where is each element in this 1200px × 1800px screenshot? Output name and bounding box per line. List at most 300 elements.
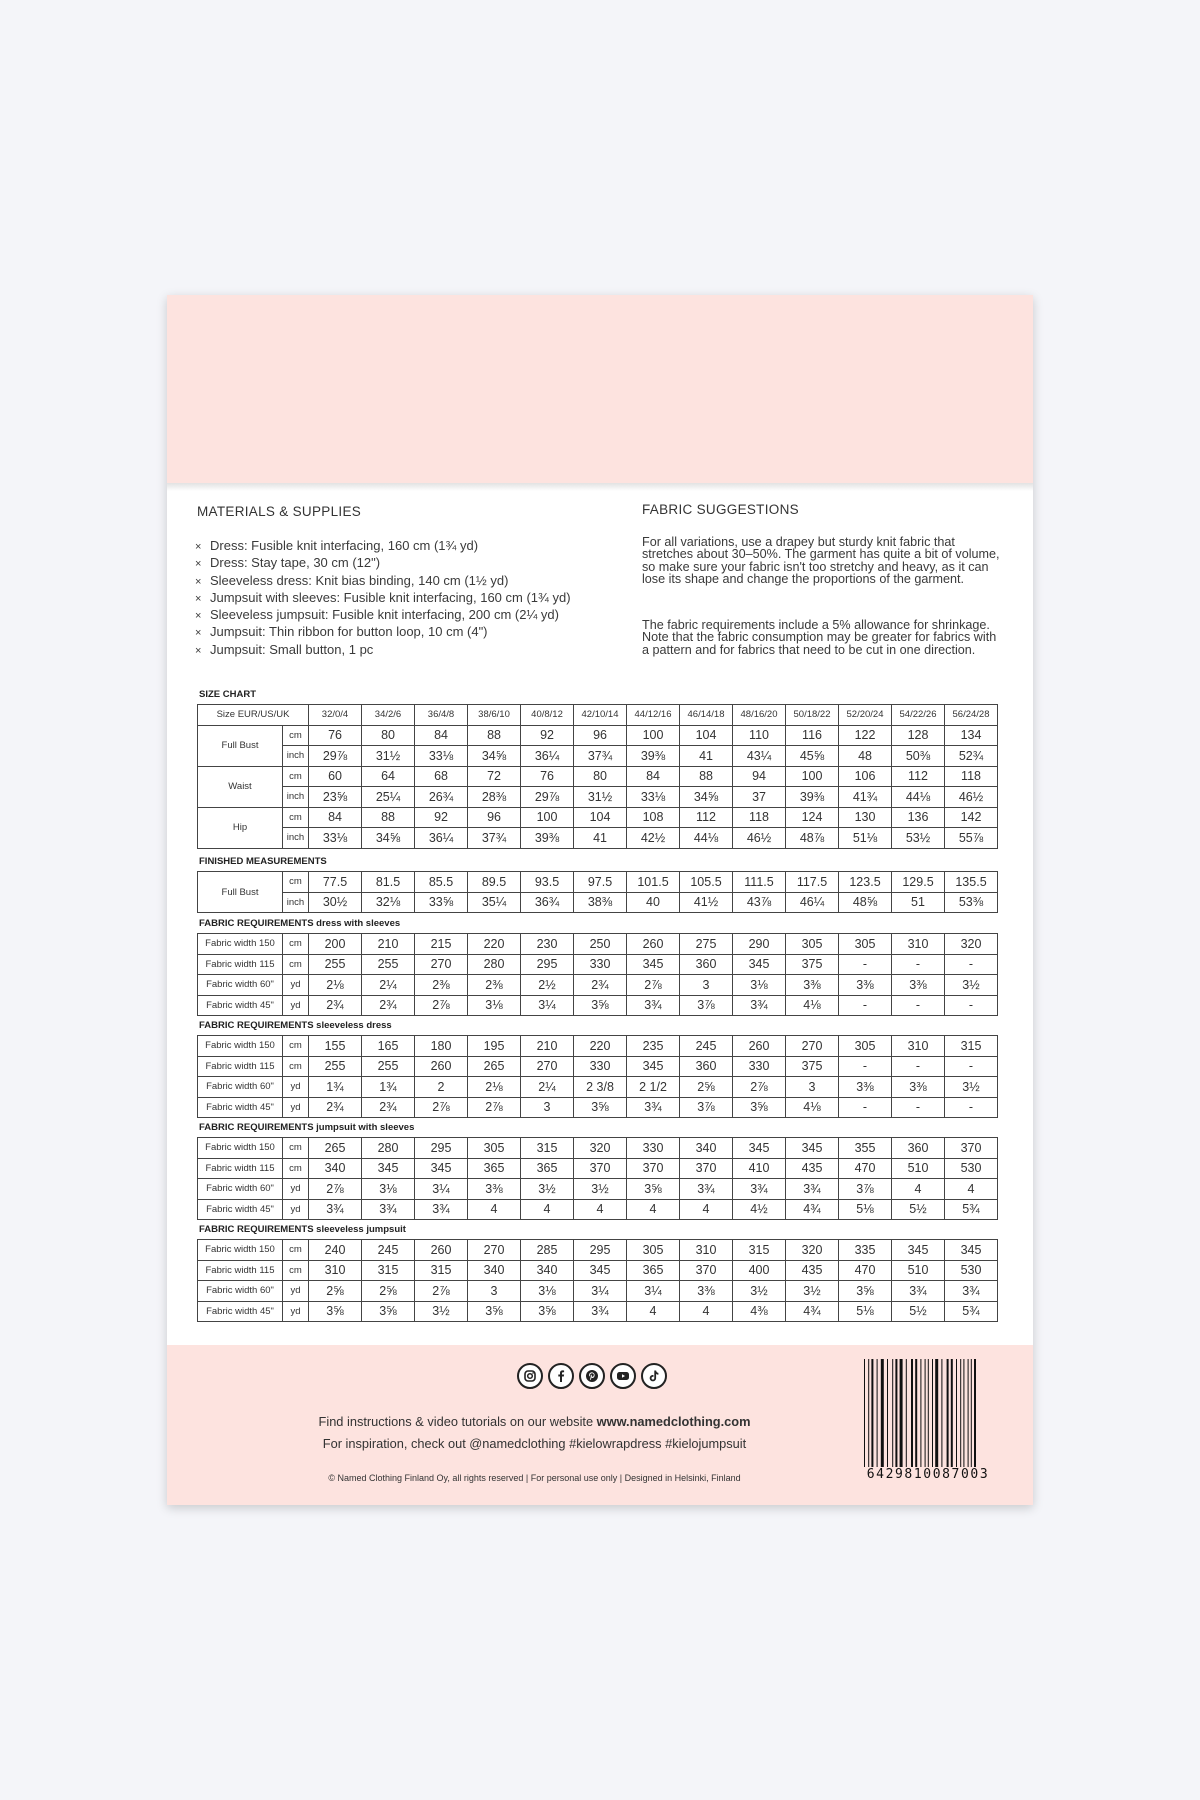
value-cell: 5⅛ [839,1301,892,1322]
fabric-width-label: Fabric width 150 [198,934,283,955]
band-shadow [167,483,1033,491]
value-cell: 68 [415,766,468,787]
size-header-cell: 52/20/24 [839,705,892,726]
youtube-icon[interactable] [610,1363,636,1389]
value-cell: 94 [733,766,786,787]
table-row [198,1097,998,1118]
value-cell: 104 [574,807,627,828]
size-header-cell: 48/16/20 [733,705,786,726]
fabric-width-label: Fabric width 150 [198,1240,283,1261]
unit-cell: inch [283,828,309,849]
value-cell: 1¾ [309,1077,362,1098]
size-label: Size EUR/US/UK [198,705,309,726]
value-cell: 320 [945,934,998,955]
value-cell: 330 [574,954,627,975]
value-cell: 101.5 [627,872,680,893]
fabric-width-label: Fabric width 45" [198,1199,283,1220]
value-cell: 39⅜ [627,746,680,767]
value-cell: 72 [468,766,521,787]
value-cell: 345 [733,954,786,975]
value-cell: 3⅛ [362,1179,415,1200]
materials-item-text: Jumpsuit: Small button, 1 pc [210,641,374,657]
unit-cell: cm [283,1036,309,1057]
value-cell: - [839,995,892,1016]
barcode-bar [956,1359,957,1467]
bullet-x-icon: × [195,592,202,605]
value-cell: 48 [839,746,892,767]
value-cell: 2⅜ [415,975,468,996]
table-row [198,1240,998,1261]
value-cell: 360 [892,1138,945,1159]
value-cell: 3⅜ [468,1179,521,1200]
value-cell: 3¼ [627,1281,680,1302]
value-cell: 510 [892,1260,945,1281]
value-cell: 3⅝ [574,1097,627,1118]
value-cell: 310 [892,934,945,955]
value-cell: 88 [680,766,733,787]
table-row [198,1077,998,1098]
value-cell: - [945,1056,998,1077]
value-cell: 4 [627,1301,680,1322]
barcode-bar [887,1359,888,1467]
value-cell: - [892,1056,945,1077]
materials-item [195,555,571,572]
materials-item [195,607,571,624]
value-cell: 345 [574,1260,627,1281]
unit-cell: yd [283,1077,309,1098]
value-cell: 3⅛ [521,1281,574,1302]
table-row [198,746,998,767]
materials-list [195,538,571,659]
value-cell: 265 [309,1138,362,1159]
value-cell: 245 [680,1036,733,1057]
barcode-bar [881,1359,884,1467]
value-cell: 3¾ [733,1179,786,1200]
value-cell: 295 [415,1138,468,1159]
value-cell: 315 [945,1036,998,1057]
barcode-bar [900,1359,903,1467]
table-row [198,1301,998,1322]
value-cell: - [839,954,892,975]
value-cell: 220 [468,934,521,955]
value-cell: 117.5 [786,872,839,893]
value-cell: 33⅛ [627,787,680,808]
value-cell: - [892,1097,945,1118]
value-cell: - [892,995,945,1016]
materials-item [195,624,571,641]
materials-item-text: Dress: Stay tape, 30 cm (12") [210,555,381,571]
barcode-bar [895,1359,897,1467]
value-cell: 260 [733,1036,786,1057]
value-cell: 345 [892,1240,945,1261]
value-cell: 39⅜ [521,828,574,849]
value-cell: 96 [468,807,521,828]
size-header-cell: 38/6/10 [468,705,521,726]
value-cell: 2⅞ [309,1179,362,1200]
table-row [198,766,998,787]
value-cell: 3⅝ [733,1097,786,1118]
bullet-x-icon: × [195,541,202,553]
unit-cell: cm [283,766,309,787]
value-cell: 2¼ [521,1077,574,1098]
value-cell: 33⅝ [415,892,468,913]
value-cell: 360 [680,1056,733,1077]
social-icons [517,1363,667,1389]
value-cell: 1¾ [362,1077,415,1098]
value-cell: 2 1/2 [627,1077,680,1098]
value-cell: 280 [362,1138,415,1159]
size-header-cell: 40/8/12 [521,705,574,726]
value-cell: 122 [839,725,892,746]
value-cell: 4⅛ [786,1097,839,1118]
value-cell: 435 [786,1260,839,1281]
value-cell: 130 [839,807,892,828]
value-cell: 375 [786,1056,839,1077]
barcode-bar [974,1359,976,1467]
value-cell: 3⅜ [839,975,892,996]
value-cell: 260 [415,1056,468,1077]
table-row [198,807,998,828]
value-cell: 4⅜ [733,1301,786,1322]
value-cell: 310 [680,1240,733,1261]
value-cell: 305 [627,1240,680,1261]
value-cell: 25¼ [362,787,415,808]
value-cell: 3⅝ [627,1179,680,1200]
value-cell: 260 [627,934,680,955]
value-cell: 315 [521,1138,574,1159]
fabric-requirements-title: FABRIC REQUIREMENTS sleeveless jumpsuit [199,1224,406,1235]
size-header-cell: 42/10/14 [574,705,627,726]
value-cell: - [839,1056,892,1077]
value-cell: 3½ [521,1179,574,1200]
value-cell: 3¾ [627,1097,680,1118]
value-cell: 2⅝ [680,1077,733,1098]
value-cell: 48⅝ [839,892,892,913]
table-row [198,1260,998,1281]
bullet-x-icon: × [195,558,202,571]
value-cell: 36¼ [521,746,574,767]
value-cell: 3¼ [415,1179,468,1200]
value-cell: 2¾ [362,995,415,1016]
value-cell: 330 [574,1056,627,1077]
value-cell: 41¾ [839,787,892,808]
value-cell: 46½ [733,828,786,849]
unit-cell: inch [283,892,309,913]
unit-cell: inch [283,746,309,767]
fabric-suggestions-heading: FABRIC SUGGESTIONS [642,502,799,517]
table-row [198,872,998,893]
value-cell: 340 [309,1158,362,1179]
value-cell: 320 [786,1240,839,1261]
unit-cell: cm [283,1158,309,1179]
value-cell: 165 [362,1036,415,1057]
value-cell: 295 [574,1240,627,1261]
value-cell: - [945,1097,998,1118]
value-cell: 3½ [945,975,998,996]
value-cell: 111.5 [733,872,786,893]
value-cell: 2¾ [309,995,362,1016]
value-cell: 345 [733,1138,786,1159]
materials-item [195,642,571,659]
value-cell: 250 [574,934,627,955]
value-cell: 365 [468,1158,521,1179]
value-cell: 4 [627,1199,680,1220]
value-cell: 3⅜ [892,1077,945,1098]
value-cell: 92 [521,725,574,746]
value-cell: 4¾ [786,1199,839,1220]
value-cell: 345 [362,1158,415,1179]
value-cell: 26¾ [415,787,468,808]
value-cell: 275 [680,934,733,955]
value-cell: 220 [574,1036,627,1057]
value-cell: 80 [362,725,415,746]
fabric-requirements-table [197,1137,998,1220]
value-cell: 345 [627,1056,680,1077]
value-cell: 285 [521,1240,574,1261]
value-cell: 2⅛ [468,1077,521,1098]
value-cell: - [945,995,998,1016]
value-cell: 28⅜ [468,787,521,808]
value-cell: 4 [680,1301,733,1322]
fabric-width-label: Fabric width 115 [198,1056,283,1077]
value-cell: 136 [892,807,945,828]
value-cell: 335 [839,1240,892,1261]
value-cell: 3⅜ [892,975,945,996]
tiktok-icon[interactable] [641,1363,667,1389]
value-cell: 52¾ [945,746,998,767]
value-cell: 470 [839,1260,892,1281]
value-cell: 3 [680,975,733,996]
value-cell: 2⅞ [415,995,468,1016]
fabric-width-label: Fabric width 45" [198,1097,283,1118]
value-cell: 88 [362,807,415,828]
value-cell: 400 [733,1260,786,1281]
value-cell: 305 [839,1036,892,1057]
value-cell: 3¾ [415,1199,468,1220]
value-cell: 134 [945,725,998,746]
value-cell: 2⅜ [468,975,521,996]
value-cell: 41 [574,828,627,849]
materials-item [195,590,571,607]
barcode-bar [935,1359,938,1467]
value-cell: 5¾ [945,1301,998,1322]
fabric-width-label: Fabric width 45" [198,1301,283,1322]
value-cell: 30½ [309,892,362,913]
size-header-cell: 32/0/4 [309,705,362,726]
finished-measurements-title: FINISHED MEASUREMENTS [199,856,327,867]
table-row [198,1036,998,1057]
value-cell: 305 [468,1138,521,1159]
size-header-cell: 36/4/8 [415,705,468,726]
value-cell: 51⅛ [839,828,892,849]
value-cell: 2 3/8 [574,1077,627,1098]
value-cell: 265 [468,1056,521,1077]
facebook-icon[interactable] [548,1363,574,1389]
value-cell: 4½ [733,1199,786,1220]
unit-cell: cm [283,725,309,746]
barcode-bar [928,1359,929,1467]
fabric-width-label: Fabric width 115 [198,1260,283,1281]
value-cell: 34⅝ [362,828,415,849]
unit-cell: cm [283,872,309,893]
value-cell: 365 [627,1260,680,1281]
materials-item-text: Sleeveless dress: Knit bias binding, 140 cm (1½ yd) [210,572,509,588]
unit-cell: yd [283,1301,309,1322]
value-cell: 3¾ [892,1281,945,1302]
value-cell: 3⅛ [468,995,521,1016]
value-cell: 92 [415,807,468,828]
barcode-bar [877,1359,878,1467]
value-cell: 89.5 [468,872,521,893]
fabric-width-label: Fabric width 115 [198,1158,283,1179]
fabric-width-label: Fabric width 150 [198,1138,283,1159]
barcode-bar [941,1359,942,1467]
value-cell: 365 [521,1158,574,1179]
value-cell: 39⅜ [786,787,839,808]
value-cell: 370 [627,1158,680,1179]
table-row [198,1138,998,1159]
barcode-bar [925,1359,926,1467]
value-cell: 4 [521,1199,574,1220]
value-cell: 77.5 [309,872,362,893]
value-cell: 435 [786,1158,839,1179]
value-cell: 32⅛ [362,892,415,913]
value-cell: 3⅛ [733,975,786,996]
value-cell: 123.5 [839,872,892,893]
value-cell: 3¾ [309,1199,362,1220]
value-cell: 104 [680,725,733,746]
value-cell: 345 [786,1138,839,1159]
unit-cell: cm [283,934,309,955]
value-cell: 43¼ [733,746,786,767]
fabric-width-label: Fabric width 115 [198,954,283,975]
value-cell: 3⅝ [574,995,627,1016]
barcode-bar [960,1359,961,1467]
value-cell: 255 [362,954,415,975]
value-cell: 3¼ [574,1281,627,1302]
value-cell: 245 [362,1240,415,1261]
value-cell: 155 [309,1036,362,1057]
value-cell: 37¾ [574,746,627,767]
value-cell: 340 [521,1260,574,1281]
value-cell: 80 [574,766,627,787]
table-row [198,1056,998,1077]
barcode-bar [871,1359,873,1467]
inspiration-line: For inspiration, check out @namedclothing #kielowrapdress #kielojumpsuit [322,1436,747,1451]
instagram-icon[interactable] [517,1363,543,1389]
value-cell: 48⅞ [786,828,839,849]
barcode-bar [864,1359,865,1467]
fabric-width-label: Fabric width 60" [198,975,283,996]
value-cell: 215 [415,934,468,955]
value-cell: 118 [733,807,786,828]
value-cell: 370 [945,1138,998,1159]
value-cell: 2¼ [362,975,415,996]
fabric-requirements-table [197,1239,998,1322]
value-cell: 345 [415,1158,468,1179]
value-cell: 4 [680,1199,733,1220]
fabric-width-label: Fabric width 150 [198,1036,283,1057]
value-cell: 3⅜ [839,1077,892,1098]
barcode-bar [906,1359,907,1467]
website-link[interactable]: www.namedclothing.com [596,1414,751,1429]
value-cell: 46½ [945,787,998,808]
value-cell: 360 [680,954,733,975]
value-cell: 255 [309,954,362,975]
value-cell: 410 [733,1158,786,1179]
pinterest-icon[interactable] [579,1363,605,1389]
value-cell: 128 [892,725,945,746]
size-header-cell: 44/12/16 [627,705,680,726]
bullet-x-icon: × [195,610,202,623]
value-cell: 295 [521,954,574,975]
copyright-text: © Named Clothing Finland Oy, all rights reserved | For personal use only | Designed in Helsinki, Finland [328,1473,741,1483]
value-cell: 42½ [627,828,680,849]
value-cell: - [945,954,998,975]
value-cell: 76 [309,725,362,746]
size-chart-title: SIZE CHART [199,689,256,700]
value-cell: 51 [892,892,945,913]
value-cell: 44⅛ [680,828,733,849]
value-cell: 310 [309,1260,362,1281]
barcode-bar [971,1359,972,1467]
value-cell: 84 [627,766,680,787]
materials-item-text: Dress: Fusible knit interfacing, 160 cm (1¾ yd) [210,538,479,553]
value-cell: 3⅝ [468,1301,521,1322]
value-cell: 195 [468,1036,521,1057]
value-cell: 3¾ [680,1179,733,1200]
barcode-bar [932,1359,933,1467]
pattern-back-cover [167,295,1033,1505]
measurement-label: Full Bust [198,725,283,766]
value-cell: 255 [362,1056,415,1077]
materials-item-text: Jumpsuit: Thin ribbon for button loop, 10 cm (4") [210,624,488,640]
value-cell: 33⅛ [415,746,468,767]
value-cell: 45⅝ [786,746,839,767]
value-cell: 2¾ [574,975,627,996]
value-cell: 340 [680,1138,733,1159]
value-cell: 340 [468,1260,521,1281]
value-cell: 4 [574,1199,627,1220]
value-cell: 510 [892,1158,945,1179]
unit-cell: inch [283,787,309,808]
value-cell: 100 [521,807,574,828]
value-cell: 116 [786,725,839,746]
value-cell: 470 [839,1158,892,1179]
table-row [198,1179,998,1200]
size-header-row [198,705,998,726]
value-cell: 5⅛ [839,1199,892,1220]
value-cell: 3 [521,1097,574,1118]
table-row [198,995,998,1016]
table-row [198,1199,998,1220]
value-cell: 530 [945,1260,998,1281]
value-cell: 100 [786,766,839,787]
unit-cell: cm [283,1260,309,1281]
fabric-requirements-title: FABRIC REQUIREMENTS jumpsuit with sleeves [199,1122,415,1133]
value-cell: 2⅞ [468,1097,521,1118]
value-cell: 5¾ [945,1199,998,1220]
table-row [198,1158,998,1179]
value-cell: 315 [733,1240,786,1261]
value-cell: 330 [627,1138,680,1159]
barcode-bar [920,1359,921,1467]
bullet-x-icon: × [195,575,202,588]
value-cell: 81.5 [362,872,415,893]
unit-cell: cm [283,1240,309,1261]
table-row [198,725,998,746]
value-cell: 84 [309,807,362,828]
